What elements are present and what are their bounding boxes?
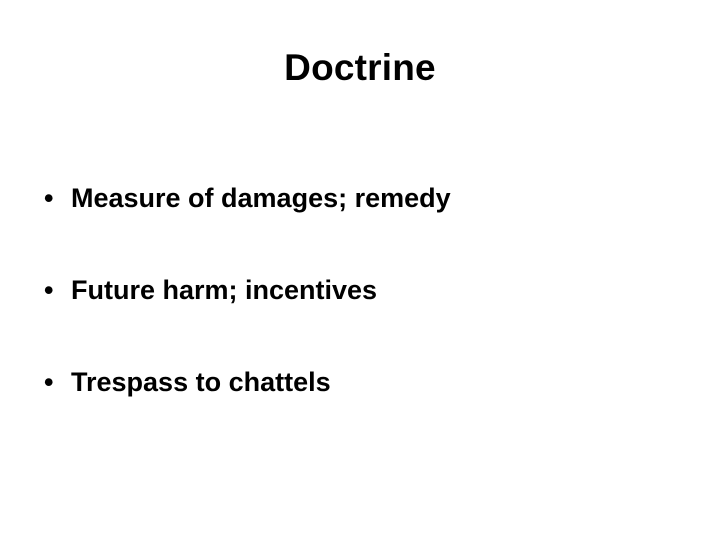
bullet-item-measure-of-damages <box>44 176 684 268</box>
bullet-icon: • <box>44 183 54 213</box>
bullet-text: Future harm; incentives <box>71 275 378 305</box>
bullet-text: Trespass to chattels <box>71 367 331 397</box>
slide-title: Doctrine <box>284 47 436 88</box>
bullet-item-trespass-to-chattels <box>44 360 684 452</box>
bullet-text: Measure of damages; remedy <box>71 183 451 213</box>
bullet-icon: • <box>44 367 54 397</box>
bullet-list <box>44 176 684 452</box>
bullet-item-future-harm <box>44 268 684 360</box>
bullet-icon: • <box>44 275 54 305</box>
